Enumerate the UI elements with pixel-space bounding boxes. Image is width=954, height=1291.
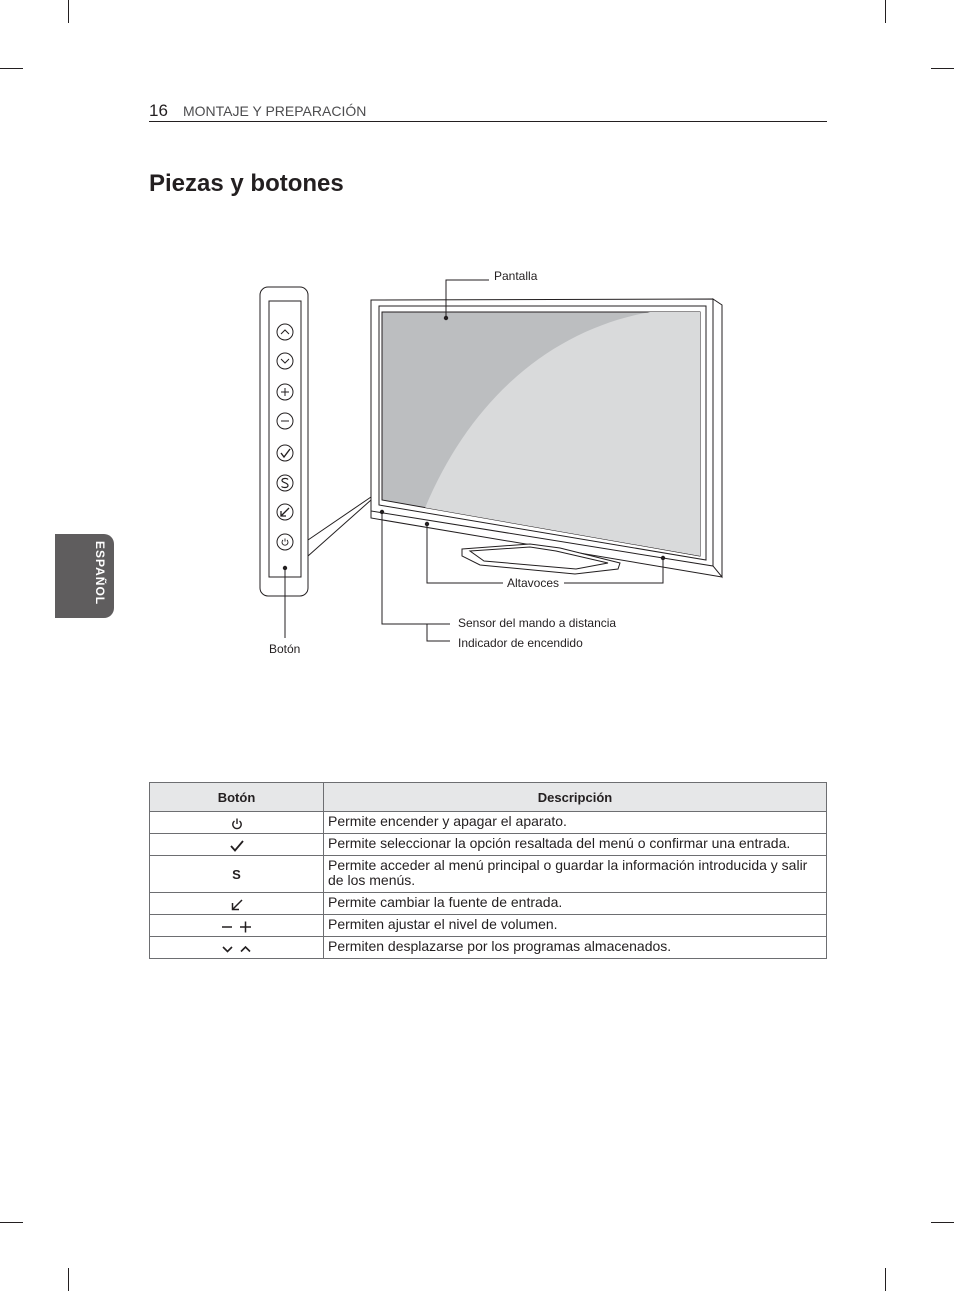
- label-speakers: Altavoces: [507, 576, 560, 590]
- settings-icon: S: [232, 867, 241, 882]
- table-row: [150, 937, 827, 959]
- column-header-button: Botón: [150, 783, 324, 812]
- label-button: Botón: [269, 642, 301, 656]
- down-up-icon: [221, 942, 253, 956]
- crop-mark: [885, 0, 886, 23]
- row-description: Permite seleccionar la opción resaltada del menú o confirmar una entrada.: [324, 834, 827, 856]
- row-description: Permite cambiar la fuente de entrada.: [324, 893, 827, 915]
- language-tab: [55, 534, 114, 618]
- row-description: Permiten desplazarse por los programas almacenados.: [324, 937, 827, 959]
- crop-mark: [68, 0, 69, 23]
- table-row: [150, 856, 827, 893]
- table-row: [150, 893, 827, 915]
- label-power-indicator: Indicador de encendido: [458, 636, 583, 650]
- row-description: Permiten ajustar el nivel de volumen.: [324, 915, 827, 937]
- table-row: [150, 812, 827, 834]
- table-row: [150, 834, 827, 856]
- crop-mark: [885, 1268, 886, 1291]
- header-rule: [149, 121, 827, 122]
- minus-plus-icon: [221, 920, 253, 934]
- row-description: Permite encender y apagar el aparato.: [324, 812, 827, 834]
- crop-mark: [68, 1268, 69, 1291]
- ok-icon: [229, 839, 245, 853]
- table-header-row: [150, 783, 827, 812]
- language-tab-label: ESPAÑOL: [93, 541, 107, 606]
- row-description: Permite acceder al menú principal o guardar la información introducida y salir de los menús.: [324, 856, 827, 893]
- crop-mark: [0, 68, 23, 69]
- crop-mark: [931, 1222, 954, 1223]
- crop-mark: [0, 1222, 23, 1223]
- power-icon: [230, 817, 244, 831]
- label-screen: Pantalla: [494, 269, 538, 283]
- input-icon: [230, 898, 244, 912]
- label-remote-sensor: Sensor del mando a distancia: [458, 616, 617, 630]
- page-number: 16: [149, 101, 168, 120]
- buttons-table: [149, 782, 827, 959]
- table-row: [150, 915, 827, 937]
- tv-stand: [462, 544, 620, 574]
- crop-mark: [931, 68, 954, 69]
- section-title: MONTAJE Y PREPARACIÓN: [183, 103, 367, 119]
- column-header-description: Descripción: [324, 783, 827, 812]
- page-title: Piezas y botones: [149, 170, 344, 197]
